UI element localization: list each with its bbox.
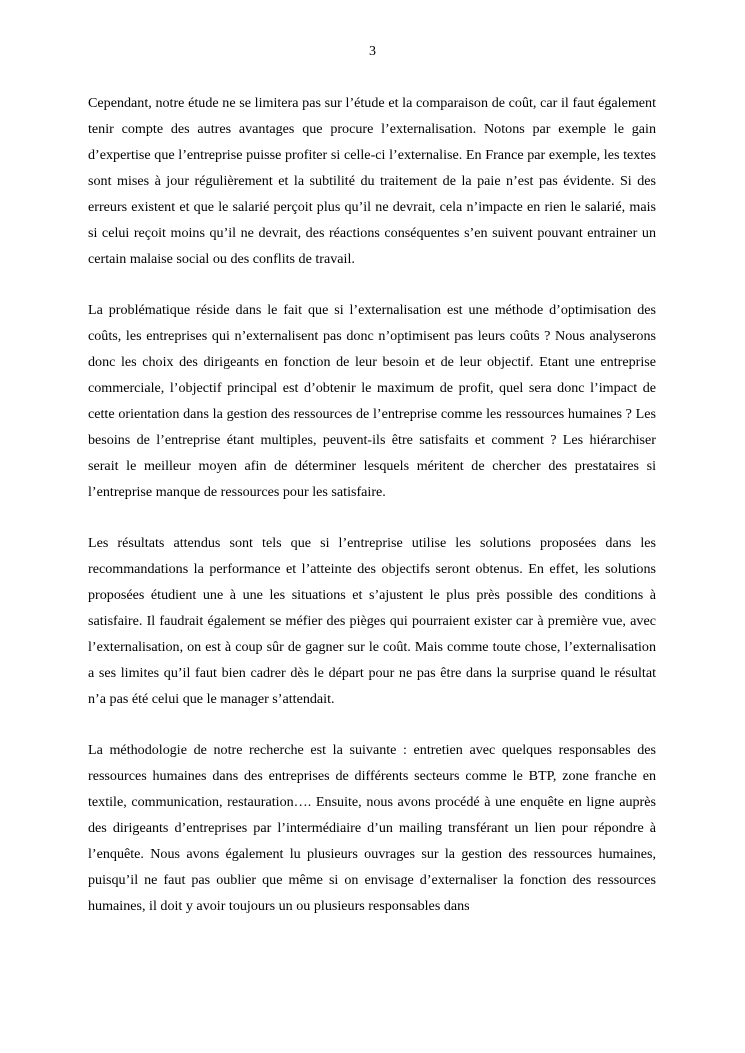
paragraph-cost-comparison: Cependant, notre étude ne se limitera pas sur l’étude et la comparaison de coût, car il faut également tenir compte des autres avantages que procure l’externalisation. Notons par exemple le gain d’expertise que l’entreprise puisse profiter si celle-ci l’externalise. En France par exemple, les textes sont mises à jour régulièrement et la subtilité du traitement de la paie n’est pas évidente. Si des erreurs existent et que le salarié perçoit plus qu’il ne devrait, cela n’impacte en rien le salarié, mais si celui reçoit moins qu’il ne devrait, des réactions conséquentes s’en suivent pouvant entrainer un certain malaise social ou des conflits de travail. [88,95,656,267]
paragraph-expected-results: Les résultats attendus sont tels que si l’entreprise utilise les solutions proposées dans les recommandations la performance et l’atteinte des objectifs seront obtenus. En effet, les solutions proposées étudient une à une les situations et s’ajustent le plus près possible des conditions à satisfaire. Il faudrait également se méfier des pièges qui pourraient exister car à première vue, avec l’externalisation, on est à coup sûr de gagner sur le coût. Mais comme toute chose, l’externalisation a ses limites qu’il faut bien cadrer dès le départ pour ne pas être dans la surprise quand le résultat n’a pas été celui que le manager s’attendait. [88,535,656,707]
paragraph-problematique: La problématique réside dans le fait que si l’externalisation est une méthode d’optimisation des coûts, les entreprises qui n’externalisent pas donc n’optimisent pas leurs coûts ? Nous analyserons donc les choix des dirigeants en fonction de leur besoin et de leur objectif. Etant une entreprise commerciale, l’objectif principal est d’obtenir le maximum de profit, quel sera donc l’impact de cette orientation dans la gestion des ressources de l’entreprise comme les ressources humaines ? Les besoins de l’entreprise étant multiples, peuvent-ils être satisfaits et comment ? Les hiérarchiser serait le meilleur moyen afin de déterminer lesquels méritent de chercher des prestataires si l’entreprise manque de ressources pour les satisfaire. [88,302,656,500]
paragraph-methodology: La méthodologie de notre recherche est la suivante : entretien avec quelques responsables des ressources humaines dans des entreprises de différents secteurs comme le BTP, zone franche en textile, communication, restauration…. Ensuite, nous avons procédé à une enquête en ligne auprès des dirigeants d’entreprises par l’intermédiaire d’un mailing transférant un lien pour répondre à l’enquête. Nous avons également lu plusieurs ouvrages sur la gestion des ressources humaines, puisqu’il ne faut pas oublier que même si on envisage d’externaliser la fonction des ressources humaines, il doit y avoir toujours un ou plusieurs responsables dans [88,742,656,914]
page-number: 3 [369,44,376,59]
body-text [88,90,656,944]
